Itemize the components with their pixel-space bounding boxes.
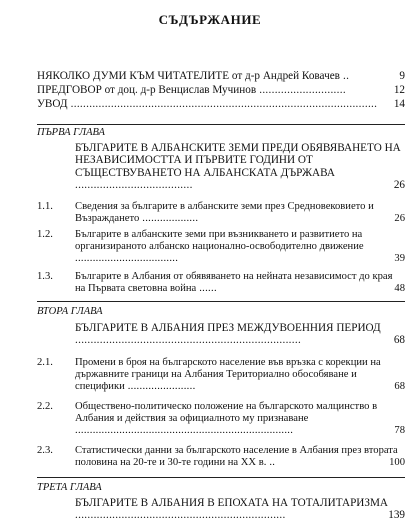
section-number: 1.1. bbox=[37, 201, 53, 212]
entry-page: 14 bbox=[393, 98, 405, 110]
section-text: Промени в броя на българското население във връзка с корекции на държавните граници на Албания Териториално обособяване и специфики bbox=[75, 357, 381, 393]
leader-dots: .. bbox=[339, 70, 350, 82]
chapter-divider bbox=[37, 477, 405, 478]
section-text: Сведения за българите в албанските земи през Средновековието и Възраждането bbox=[75, 201, 374, 225]
leader-dots: ...... bbox=[196, 283, 217, 295]
section-number: 2.1. bbox=[37, 357, 53, 368]
leader-dots: ................................... bbox=[75, 253, 179, 265]
chapter-title[interactable] bbox=[75, 142, 405, 192]
chapter-title[interactable] bbox=[75, 497, 405, 522]
leader-dots: .......................................................................... bbox=[75, 425, 294, 437]
leader-dots: ......................................................................... bbox=[75, 334, 302, 347]
toc-entry-preface[interactable] bbox=[37, 84, 405, 96]
section-text: Българите в Албания от обявяването на нейната независимост до края на Първата световна война bbox=[75, 271, 393, 295]
chapter-label: ПЪРВА ГЛАВА bbox=[37, 127, 105, 138]
chapter-page: 26 bbox=[393, 179, 405, 192]
chapter-divider bbox=[37, 301, 405, 302]
chapter-page: 68 bbox=[393, 334, 405, 347]
section-number: 1.3. bbox=[37, 271, 53, 282]
entry-text: ПРЕДГОВОР от доц. д-р Венцислав Мучинов bbox=[37, 84, 257, 96]
chapter-title-text: БЪЛГАРИТЕ В АЛБАНИЯ В ЕПОХАТА НА ТОТАЛИТАРИЗМА bbox=[75, 497, 389, 509]
section-page: 78 bbox=[394, 425, 405, 437]
section-page: 48 bbox=[394, 283, 405, 295]
chapter-title-text: БЪЛГАРИТЕ В АЛБАНСКИТЕ ЗЕМИ ПРЕДИ ОБЯВЯВАНЕТО НА НЕЗАВИСИМОСТТА И ПЪРВИТЕ ГОДИНИ ОТ СЪЩЕСТВУВАНЕТО НА АЛБАНСКАТА ДЪРЖАВА bbox=[75, 142, 401, 179]
section-text: Българите в албанските земи при възникването и развитието на организираното албанско национално-освободително движение bbox=[75, 229, 364, 253]
leader-dots: ............................ bbox=[256, 84, 346, 96]
section-page: 39 bbox=[394, 253, 405, 265]
section-text: Обществено-политическо положение на българското малцинство в Албания и действия за официалното му признаване bbox=[75, 401, 378, 425]
leader-dots: ...................................... bbox=[75, 179, 193, 192]
entry-page: 12 bbox=[393, 84, 405, 96]
entry-page: 9 bbox=[399, 70, 405, 82]
toc-entry-introduction[interactable] bbox=[37, 98, 405, 110]
section-number: 1.2. bbox=[37, 229, 53, 240]
section-page: 68 bbox=[394, 381, 405, 393]
chapter-title-text: БЪЛГАРИТЕ В АЛБАНИЯ ПРЕЗ МЕЖДУВОЕННИЯ ПЕРИОД bbox=[75, 322, 381, 334]
section-text: Статистически данни за българското население в Албания през втората половина на 20-те и 30-те години на XX в. bbox=[75, 445, 398, 469]
chapter-title[interactable] bbox=[75, 322, 405, 347]
chapter-label: ТРЕТА ГЛАВА bbox=[37, 482, 102, 493]
toc-heading: СЪДЪРЖАНИЕ bbox=[158, 12, 262, 27]
chapter-label: ВТОРА ГЛАВА bbox=[37, 306, 103, 317]
entry-text: УВОД bbox=[37, 98, 68, 110]
section-number: 2.2. bbox=[37, 401, 53, 412]
section-number: 2.3. bbox=[37, 445, 53, 456]
leader-dots: .................................................................... bbox=[75, 509, 286, 522]
section-page: 100 bbox=[389, 457, 405, 469]
leader-dots: ................................................................................................... bbox=[67, 98, 378, 110]
chapter-divider bbox=[37, 124, 405, 125]
section-page: 26 bbox=[394, 213, 405, 225]
leader-dots: ................... bbox=[139, 213, 199, 225]
chapter-page: 139 bbox=[388, 509, 405, 522]
leader-dots: ....................... bbox=[124, 381, 196, 393]
toc-entry-readers-words[interactable] bbox=[37, 70, 405, 82]
entry-text: НЯКОЛКО ДУМИ КЪМ ЧИТАТЕЛИТЕ от д-р Андрей Ковачев bbox=[37, 70, 340, 82]
leader-dots: .. bbox=[266, 457, 276, 469]
